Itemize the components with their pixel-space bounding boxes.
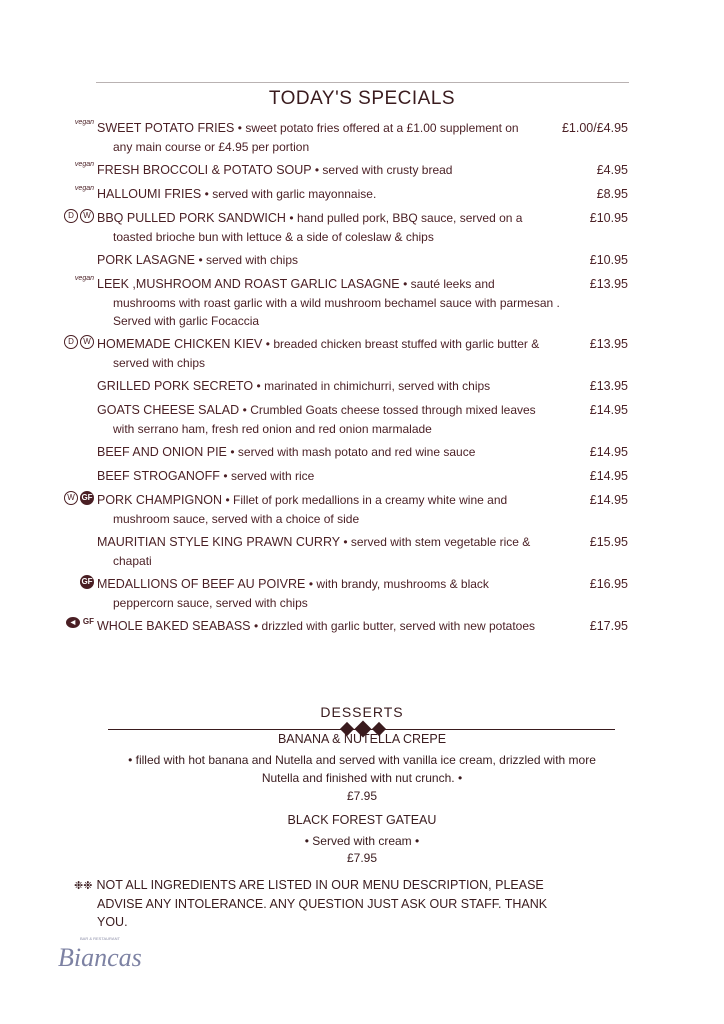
veg-icon: vegan	[74, 275, 94, 282]
dietary-icons	[75, 119, 94, 126]
wheat-icon: W	[80, 335, 94, 349]
dish-description: • Crumbled Goats cheese tossed through mixed leaves	[242, 403, 536, 417]
dish-description: • marinated in chimichurri, served with chips	[256, 379, 491, 393]
dish-name: HALLOUMI FRIES	[97, 187, 202, 201]
dish-name: BEEF AND ONION PIE	[97, 445, 227, 459]
dairy-icon: D	[64, 335, 78, 349]
menu-item	[0, 274, 724, 330]
dish-description: • drizzled with garlic butter, served with new potatoes	[254, 619, 536, 633]
wheat-icon: W	[64, 491, 78, 505]
dish-price: £14.95	[589, 403, 628, 417]
menu-item	[0, 160, 724, 180]
dietary-icons	[80, 575, 94, 589]
dish-price: £4.95	[596, 163, 628, 177]
dish-price: £10.95	[589, 253, 628, 267]
menu-item	[0, 250, 724, 270]
dish-description: • served with garlic mayonnaise.	[204, 187, 377, 201]
dish-price: £10.95	[589, 211, 628, 225]
dietary-icons	[66, 617, 94, 628]
menu-item	[0, 400, 724, 438]
veg-icon: vegan	[74, 185, 94, 192]
menu-item	[0, 490, 724, 528]
dessert-price: £7.95	[346, 851, 378, 865]
restaurant-logo	[52, 928, 152, 976]
notice-line: NOT ALL INGREDIENTS ARE LISTED IN OUR MENU DESCRIPTION, PLEASE	[96, 878, 544, 892]
dish-name: GOATS CHEESE SALAD	[97, 403, 240, 417]
dietary-icons	[75, 275, 94, 282]
menu-item	[0, 376, 724, 396]
dish-description: • served with rice	[223, 469, 315, 483]
dessert-description: • Served with cream •	[304, 834, 420, 848]
dish-description: • Fillet of pork medallions in a creamy white wine and	[225, 493, 508, 507]
wheat-icon: W	[80, 209, 94, 223]
desserts-heading: DESSERTS	[320, 704, 404, 720]
dish-name: BBQ PULLED PORK SANDWICH	[97, 211, 286, 225]
dish-description: chapati	[113, 554, 152, 568]
dish-description: • with brandy, mushrooms & black	[308, 577, 489, 591]
dish-name: FRESH BROCCOLI & POTATO SOUP	[97, 163, 312, 177]
dish-description: • served with chips	[198, 253, 299, 267]
dish-name: BEEF STROGANOFF	[97, 469, 220, 483]
dish-description: with serrano ham, fresh red onion and red onion marmalade	[113, 422, 432, 436]
dish-name: WHOLE BAKED SEABASS	[97, 619, 251, 633]
dish-name: LEEK ,MUSHROOM AND ROAST GARLIC LASAGNE	[97, 277, 400, 291]
dish-price: £14.95	[589, 445, 628, 459]
dish-description: • served with stem vegetable rice &	[343, 535, 531, 549]
notice-line: ADVISE ANY INTOLERANCE. ANY QUESTION JUST ASK OUR STAFF. THANK	[97, 897, 548, 911]
dish-description: any main course or £4.95 per portion	[113, 140, 310, 154]
dish-price: £16.95	[589, 577, 628, 591]
dessert-description: Nutella and finished with nut crunch. •	[261, 771, 463, 785]
dietary-icons	[64, 491, 94, 505]
menu-item	[0, 466, 724, 486]
dish-description: • served with mash potato and red wine sauce	[230, 445, 476, 459]
page-title: TODAY'S SPECIALS	[268, 88, 456, 109]
menu-item	[0, 616, 724, 636]
dish-name: MEDALLIONS OF BEEF AU POIVRE	[97, 577, 306, 591]
dish-price: £15.95	[589, 535, 628, 549]
menu-item	[0, 574, 724, 612]
dish-description: served with chips	[113, 356, 206, 370]
dish-name: GRILLED PORK SECRETO	[97, 379, 254, 393]
menu-item	[0, 184, 724, 204]
dessert-name: BLACK FOREST GATEAU	[287, 813, 437, 827]
dish-name: MAURITIAN STYLE KING PRAWN CURRY	[97, 535, 340, 549]
dish-price: £17.95	[589, 619, 628, 633]
dish-description: • breaded chicken breast stuffed with garlic butter &	[265, 337, 540, 351]
dietary-icons	[64, 209, 94, 223]
logo-tagline: BAR & RESTAURANT	[80, 936, 120, 941]
dessert-name: BANANA & NUTELLA CREPE	[277, 732, 447, 746]
menu-item	[0, 532, 724, 570]
asterisk-icon: ❉❉	[74, 880, 93, 892]
notice-line: YOU.	[97, 915, 128, 929]
dish-price: £14.95	[589, 469, 628, 483]
dish-description: Served with garlic Focaccia	[113, 314, 260, 328]
dish-description: peppercorn sauce, served with chips	[113, 596, 308, 610]
gf-icon: GF	[80, 575, 94, 589]
dish-name: HOMEMADE CHICKEN KIEV	[97, 337, 263, 351]
dairy-icon: D	[64, 209, 78, 223]
dish-description: mushrooms with roast garlic with a wild mushroom bechamel sauce with parmesan .	[113, 296, 560, 310]
dish-price: £13.95	[589, 379, 628, 393]
dietary-icons	[75, 161, 94, 168]
dietary-icons	[64, 335, 94, 349]
dish-price: £8.95	[596, 187, 628, 201]
dessert-price: £7.95	[346, 789, 378, 803]
dish-name: SWEET POTATO FRIES	[97, 121, 235, 135]
veg-icon: vegan	[74, 119, 94, 126]
dish-name: PORK LASAGNE	[97, 253, 195, 267]
dish-price: £1.00/£4.95	[561, 121, 628, 135]
specials-list	[0, 118, 724, 640]
dish-description: toasted brioche bun with lettuce & a side of coleslaw & chips	[113, 230, 434, 244]
dessert-description: • filled with hot banana and Nutella and served with vanilla ice cream, drizzled with more	[128, 753, 596, 767]
menu-item	[0, 334, 724, 372]
menu-item	[0, 208, 724, 246]
dish-description: • hand pulled pork, BBQ sauce, served on a	[289, 211, 523, 225]
dish-description: • served with crusty bread	[314, 163, 453, 177]
top-divider	[96, 82, 629, 83]
gftext-icon: GF	[82, 617, 94, 626]
dish-price: £13.95	[589, 277, 628, 291]
fish-icon: ◀	[66, 617, 80, 628]
logo-wordmark: Biancas	[58, 943, 142, 972]
dietary-icons	[75, 185, 94, 192]
allergy-notice	[74, 876, 594, 931]
dish-price: £14.95	[589, 493, 628, 507]
dish-description: mushroom sauce, served with a choice of side	[113, 512, 360, 526]
dish-name: PORK CHAMPIGNON	[97, 493, 223, 507]
dish-description: • sauté leeks and	[403, 277, 495, 291]
menu-item	[0, 442, 724, 462]
menu-item	[0, 118, 724, 156]
dish-price: £13.95	[589, 337, 628, 351]
dish-description: • sweet potato fries offered at a £1.00 supplement on	[237, 121, 519, 135]
gf-icon: GF	[80, 491, 94, 505]
veg-icon: vegan	[74, 161, 94, 168]
